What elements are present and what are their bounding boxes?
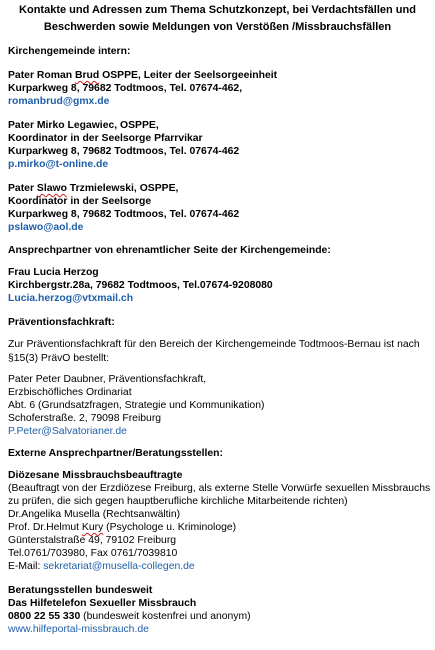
bund-phone: 0800 22 55 330 [8,611,81,622]
praevention-line: Schoferstraße. 2, 79098 Freiburg [8,413,162,424]
praevention-email-link[interactable]: P.Peter@Salvatorianer.de [8,426,127,437]
praevention-heading: Präventionsfachkraft: [8,317,115,328]
contact-roman-email-link[interactable]: romanbrud@gmx.de [8,96,110,107]
praevention-paragraph-line-1: Zur Präventionsfachkraft für den Bereich der Kirchengemeinde Todtmoos-Bernau ist nach [8,339,420,350]
ehrenamt-email-link[interactable]: Lucia.herzog@vtxmail.ch [8,293,134,304]
praevention-line: Erzbischöfliches Ordinariat [8,387,132,398]
contact-roman-name [8,69,277,82]
contact-mirko-email-link[interactable]: p.mirko@t-online.de [8,159,109,170]
dioezese-kury-suffix: (Psychologe u. Kriminologe) [103,522,237,533]
ehrenamt-name: Frau Lucia Herzog [8,267,99,278]
dioezese-kury-flagged: Kury [81,522,104,533]
contact-slawo-name-prefix: Pater [8,183,37,194]
contact-slawo-role: Koordinator in der Seelsorge [8,196,152,207]
bund-phone-row [8,610,251,623]
bund-hilfetelefon: Das Hilfetelefon Sexueller Missbrauch [8,598,197,609]
praevention-paragraph-line-2: §15(3) PrävO bestellt: [8,353,110,364]
contact-roman-name-prefix: Pater Roman [8,70,75,81]
contact-mirko-address: Kurparkweg 8, 79682 Todtmoos, Tel. 07674-462 [8,146,240,157]
contact-roman-address: Kurparkweg 8, 79682 Todtmoos, Tel. 07674-462, [8,83,243,94]
contact-slawo-address: Kurparkweg 8, 79682 Todtmoos, Tel. 07674-462 [8,209,240,220]
bund-phone-note: (bundesweit kostenfrei und anonym) [80,611,251,622]
contact-slawo-name-middle: Trzmielewski [66,183,134,194]
intern-heading: Kirchengemeinde intern: [8,46,131,57]
bund-url-link[interactable]: www.hilfeportal-missbrauch.de [8,624,149,635]
bund-heading: Beratungsstellen bundesweit [8,585,153,596]
contact-slawo-email-link[interactable]: pslawo@aol.de [8,222,84,233]
contact-slawo-name [8,182,178,195]
dioezese-line: Dr.Angelika Musella (Rechtsanwältin) [8,509,181,520]
praevention-line: Abt. 6 (Grundsatzfragen, Strategie und Kommunikation) [8,400,265,411]
document-title-line-1: Kontakte und Adressen zum Thema Schutzkonzept, bei Verdachtsfällen und [19,4,416,16]
extern-heading: Externe Ansprechpartner/Beratungsstellen: [8,448,223,459]
dioezese-kury-prefix: Prof. Dr.Helmut [8,522,82,533]
dioezese-address: Günterstalstraße 49, 79102 Freiburg [8,535,177,546]
dioezese-heading: Diözesane Missbrauchsbeauftragte [8,470,183,481]
ehrenamt-address: Kirchbergstr.28a, 79682 Todtmoos, Tel.07674-9208080 [8,280,273,291]
contact-roman-name-flagged: Brud [74,70,100,81]
document-title-line-2: Beschwerden sowie Meldungen von Verstößen /Missbrauchsfällen [43,21,392,33]
ehrenamt-heading: Ansprechpartner von ehrenamtlicher Seite der Kirchengemeinde: [8,245,331,256]
contact-slawo-name-flagged: Slawo [36,183,67,194]
dioezese-email-row [8,560,195,573]
contact-roman-name-suffix: OSPPE, Leiter der Seelsorgeeinheit [99,70,278,81]
praevention-line: Pater Peter Daubner, Präventionsfachkraft, [8,374,207,385]
contact-mirko-name: Pater Mirko Legawiec, OSPPE, [8,120,159,131]
dioezese-tel: Tel.0761/703980, Fax 0761/7039810 [8,548,178,559]
dioezese-line: (Beauftragt von der Erzdiözese Freiburg, als externe Stelle Vorwürfe sexuellen Missbrauchs [8,483,431,494]
dioezese-kury [8,521,236,534]
dioezese-line: zu prüfen, die sich gegen hauptberufliche kirchliche Mitarbeitende richten) [8,496,348,507]
contact-slawo-name-suffix: , OSPPE, [133,183,179,194]
contact-mirko-role: Koordinator in der Seelsorge Pfarrvikar [8,133,203,144]
dioezese-email-label: E-Mail: [8,561,44,572]
dioezese-email-link[interactable]: sekretariat@musella-collegen.de [43,561,195,572]
